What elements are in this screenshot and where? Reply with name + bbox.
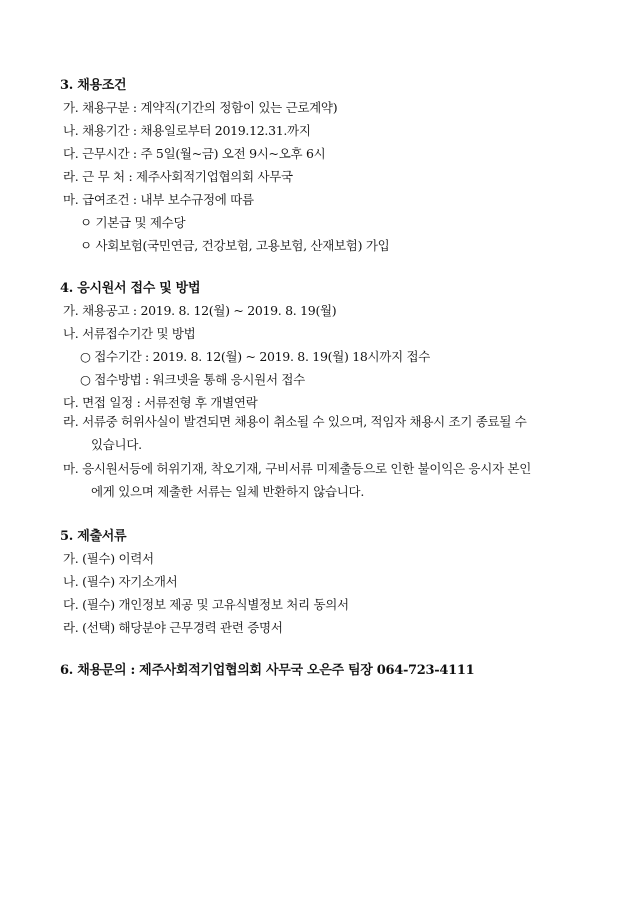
- liability-notice-line1: 마. 응시원서등에 허위기재, 착오기재, 구비서류 미제출등으로 인한 불이익은 응시자 본인: [63, 461, 531, 476]
- submission-method: ○ 접수방법 : 워크넷을 통해 응시원서 접수: [80, 372, 305, 387]
- interview-schedule: 다. 면접 일정 : 서류전형 후 개별연락: [63, 395, 258, 410]
- hiring-period: 나. 채용기간 : 채용일로부터 2019.12.31.까지: [63, 123, 311, 138]
- section-3-heading: 3. 채용조건: [60, 78, 127, 93]
- salary-conditions: 마. 급여조건 : 내부 보수규정에 따름: [63, 192, 254, 207]
- social-insurance: ㅇ 사회보험(국민연금, 건강보험, 고용보험, 산재보험) 가입: [80, 238, 390, 253]
- section-6-heading: 6. 채용문의 : 제주사회적기업협의회 사무국 오은주 팀장 064-723-4111: [60, 663, 475, 678]
- posting-period: 가. 채용공고 : 2019. 8. 12(월) ~ 2019. 8. 19(월): [63, 303, 337, 318]
- false-info-notice-line1: 라. 서류중 허위사실이 발견되면 채용이 취소될 수 있으며, 적임자 채용시 조기 종료될 수: [63, 414, 527, 429]
- work-hours: 다. 근무시간 : 주 5일(월~금) 오전 9시~오후 6시: [63, 146, 326, 161]
- doc-career-certificate: 라. (선택) 해당분야 근무경력 관련 증명서: [63, 620, 283, 635]
- document-submission: 나. 서류접수기간 및 방법: [63, 326, 196, 341]
- false-info-notice: [63, 410, 583, 456]
- doc-self-intro: 나. (필수) 자기소개서: [63, 574, 178, 589]
- hiring-type: 가. 채용구분 : 계약직(기간의 정함이 있는 근로계약): [63, 100, 338, 115]
- section-4-heading: 4. 응시원서 접수 및 방법: [60, 281, 201, 296]
- work-location: 라. 근 무 처 : 제주사회적기업협의회 사무국: [63, 169, 293, 184]
- section-5-heading: 5. 제출서류: [60, 529, 127, 544]
- submission-period: ○ 접수기간 : 2019. 8. 12(월) ~ 2019. 8. 19(월) 18시까지 접수: [80, 349, 431, 364]
- liability-notice: [63, 457, 583, 503]
- liability-notice-line2: 에게 있으며 제출한 서류는 일체 반환하지 않습니다.: [91, 484, 364, 499]
- doc-privacy-consent: 다. (필수) 개인정보 제공 및 고유식별정보 처리 동의서: [63, 597, 349, 612]
- doc-resume: 가. (필수) 이력서: [63, 551, 154, 566]
- salary-base: ㅇ 기본급 및 제수당: [80, 215, 186, 230]
- false-info-notice-line2: 있습니다.: [91, 437, 142, 452]
